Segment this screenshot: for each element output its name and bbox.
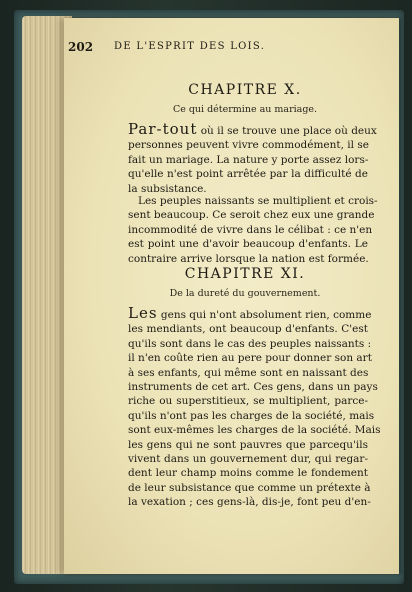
running-title: DE L'ESPRIT DES LOIS. (114, 41, 266, 52)
text-line: qu'elle n'est point arrêtée par la difficulté de (128, 168, 368, 181)
text-line: incommodité de vivre dans le célibat : ce n'en (128, 223, 373, 236)
text-line: la vexation ; ces gens-là, dis-je, font peu d'en- (128, 496, 371, 509)
text-line: personnes peuvent vivre commodément, il se (128, 139, 369, 152)
text-line: à ses enfants, qui même sont en naissant des (128, 366, 369, 379)
text-line: de leur subsistance que comme un prétexte à (128, 481, 371, 494)
text-line: contraire arrive lorsque la nation est formée. (128, 252, 369, 265)
text-line: Par-tout où il se trouve une place où deux (128, 120, 377, 138)
text-line: sont eux-mêmes les charges de la société. Mais (128, 424, 381, 437)
page-number: 202 (68, 40, 94, 54)
chapter-x-heading: CHAPITRE X. (188, 82, 302, 98)
text-line: les mendiants, ont beaucoup d'enfants. C'est (128, 323, 368, 336)
text-line: les gens qui ne sont pauvres que parcequ'ils (128, 438, 368, 451)
first-word: Les (128, 304, 158, 322)
chapter-xi-subtitle: De la dureté du gouvernement. (169, 288, 321, 299)
first-word: Par-tout (128, 120, 198, 138)
text-line: Les peuples naissants se multiplient et crois- (138, 195, 378, 207)
text-line: fait un mariage. La nature y porte assez lors- (128, 153, 369, 166)
text-line: qu'ils n'ont pas les charges de la société, mais (128, 409, 375, 422)
page-header (68, 40, 318, 56)
text-line: il n'en coûte rien au pere pour donner son art (128, 352, 372, 365)
chapter-x-subtitle: Ce qui détermine au mariage. (172, 104, 318, 115)
chapter-x-paragraph-2 (128, 194, 378, 266)
text-line: Les gens qui n'ont absolument rien, comme (128, 304, 372, 322)
text-line: dent leur champ moins comme le fondement (128, 467, 368, 480)
chapter-xi-paragraph-1 (128, 304, 381, 510)
text-line: riche ou superstitieux, se multiplient, parce- (128, 395, 368, 408)
text-line: est point une d'avoir beaucoup d'enfants. Le (128, 238, 368, 251)
text-line: qu'ils sont dans le cas des peuples naissants : (128, 337, 372, 350)
text-line: sent beaucoup. Ce seroit chez eux une grande (128, 209, 375, 222)
text-line: vivent dans un gouvernement dur, qui regar- (128, 453, 368, 466)
text-line: la subsistance. (128, 182, 207, 195)
text-line: instruments de cet art. Ces gens, dans un pays (128, 381, 378, 394)
chapter-xi-heading: CHAPITRE XI. (184, 266, 306, 282)
chapter-x-paragraph-1 (128, 120, 377, 196)
